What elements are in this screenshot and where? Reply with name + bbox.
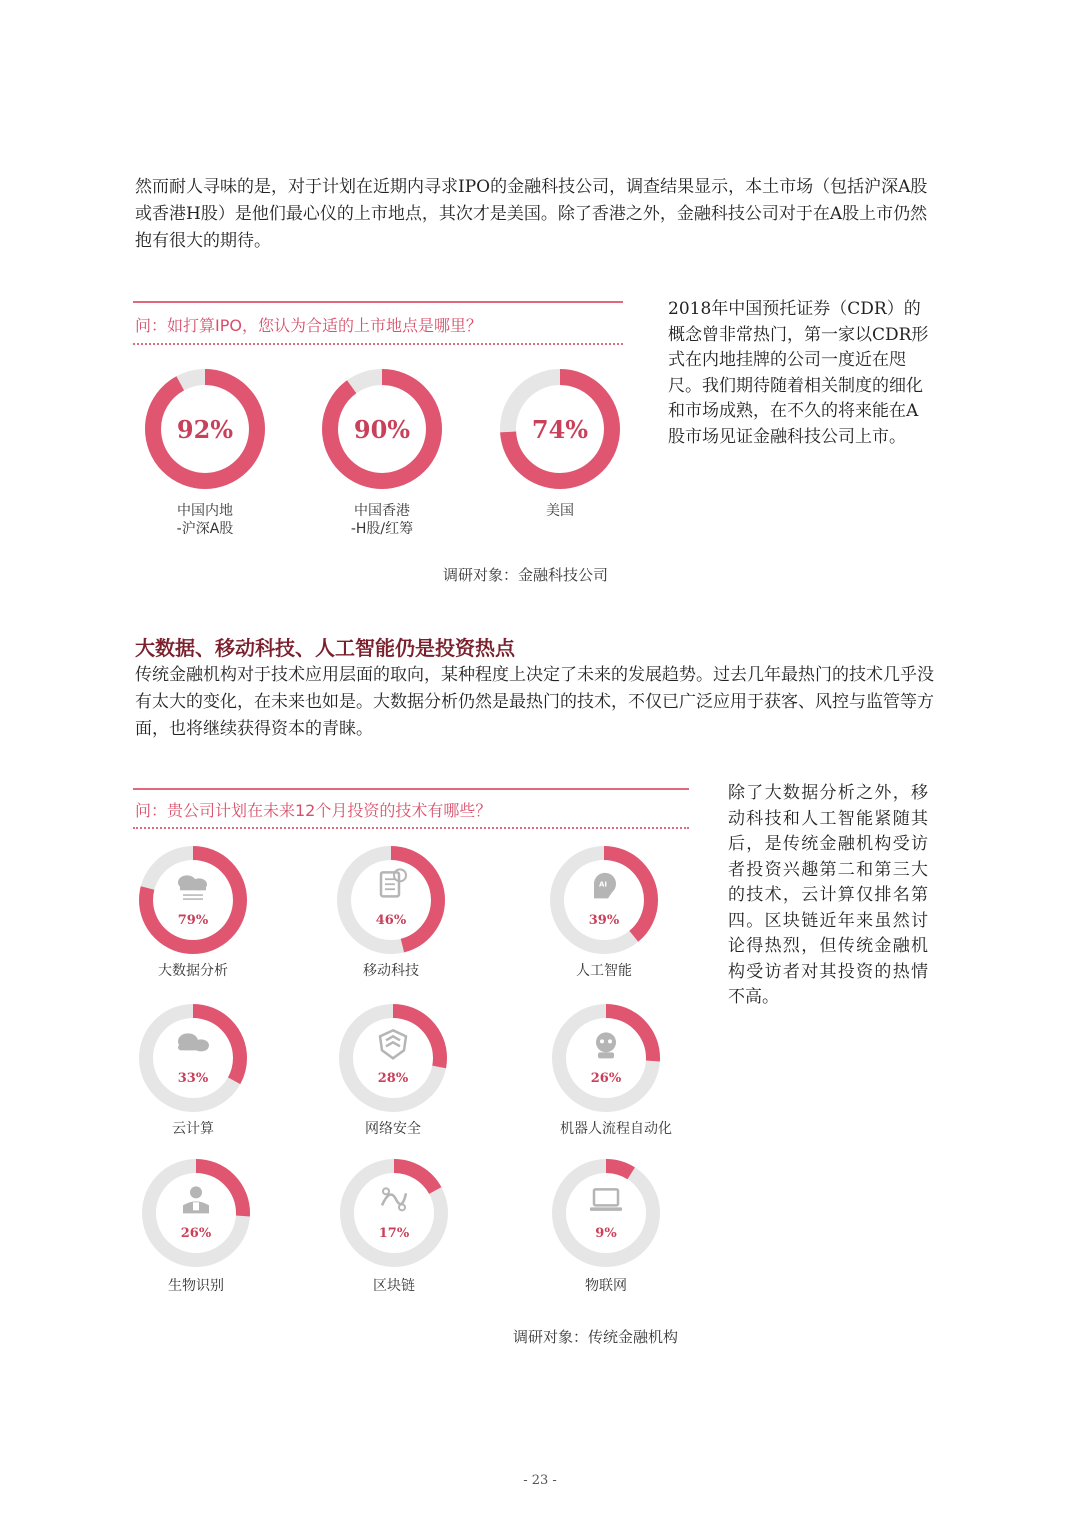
tech-donut-4 bbox=[336, 1001, 450, 1115]
question1-text: 问：如打算IPO，您认为合适的上市地点是哪里？ bbox=[135, 316, 482, 335]
tech-label-5: 机器人流程自动化 bbox=[560, 1121, 672, 1137]
tech-donut-0 bbox=[136, 843, 250, 957]
tech-donut-1 bbox=[334, 843, 448, 957]
market-donut-1 bbox=[320, 367, 444, 491]
page-number: - 23 - bbox=[523, 1473, 557, 1488]
donut-value-label: 26% bbox=[180, 1226, 212, 1241]
tech-label-7: 区块链 bbox=[373, 1278, 415, 1294]
tech-label-1: 移动科技 bbox=[363, 963, 419, 979]
intro-paragraph: 然而耐人寻味的是，对于计划在近期内寻求IPO的金融科技公司，调查结果显示，本土市场（包括沪深A股或香港H股）是他们最心仪的上市地点，其次才是美国。除了香港之外，金融科技公司对于在A股上市仍然抱有很大的期待。 bbox=[135, 177, 928, 251]
question2-bottom-rule bbox=[133, 827, 689, 829]
section-paragraph: 传统金融机构对于技术应用层面的取向，某种程度上决定了未来的发展趋势。过去几年最热门的技术几乎没有太大的变化，在未来也如是。大数据分析仍然是最热门的技术，不仅已广泛应用于获客、风控与监管等方面，也将继续获得资本的青睐。 bbox=[135, 665, 934, 739]
donut-value-label: 74% bbox=[531, 415, 589, 444]
market-label-line: 中国内地 bbox=[177, 503, 233, 519]
ai-head-icon bbox=[594, 873, 616, 898]
donut-value-label: 39% bbox=[588, 913, 620, 928]
question2-text: 问：贵公司计划在未来12个月投资的技术有哪些？ bbox=[135, 801, 492, 820]
mobile-document-icon bbox=[381, 869, 406, 896]
donut-value-label: 28% bbox=[377, 1071, 409, 1086]
donut-value-label: 9% bbox=[595, 1226, 617, 1241]
question2-source: 调研对象：传统金融机构 bbox=[513, 1328, 679, 1346]
market-donut-0 bbox=[143, 367, 267, 491]
tech-label-8: 物联网 bbox=[585, 1278, 627, 1294]
donut-value-label: 90% bbox=[353, 415, 411, 444]
tech-donut-2 bbox=[547, 843, 661, 957]
sidebar1-text: 2018年中国预托证券（CDR）的概念曾非常热门，第一家以CDR形式在内地挂牌的公司一度近在咫尺。我们期待随着相关制度的细化和市场成熟，在不久的将来能在A股市场见证金融科技公司上市。 bbox=[668, 299, 929, 447]
donut-track bbox=[559, 1166, 653, 1260]
donut-value-label: 26% bbox=[590, 1071, 622, 1086]
robot-headset-icon bbox=[596, 1032, 616, 1058]
svg-text:AI: AI bbox=[598, 880, 608, 889]
shield-icon bbox=[380, 1030, 406, 1058]
tech-donut-6 bbox=[139, 1156, 253, 1270]
donut-value-label: 46% bbox=[375, 913, 407, 928]
tech-donut-7 bbox=[337, 1156, 451, 1270]
section-heading: 大数据、移动科技、人工智能仍是投资热点 bbox=[135, 636, 515, 660]
market-label-1 bbox=[282, 502, 482, 538]
donut-value-label: 92% bbox=[176, 415, 234, 444]
question1-source: 调研对象：金融科技公司 bbox=[443, 566, 609, 584]
donut-value-label: 79% bbox=[177, 913, 209, 928]
tech-donut-8 bbox=[549, 1156, 663, 1270]
laptop-icon bbox=[590, 1189, 622, 1211]
sidebar2-text: 除了大数据分析之外，移动科技和人工智能紧随其后，是传统金融机构受访者投资兴趣第二和第三大的技术，云计算仅排名第四。区块链近年来虽然讨论得热烈，但传统金融机构受访者对其投资的热情不高。 bbox=[728, 783, 928, 1007]
tech-donut-5 bbox=[549, 1001, 663, 1115]
market-label-line: 中国香港 bbox=[354, 503, 410, 519]
question1-bottom-rule bbox=[133, 343, 623, 345]
blockchain-link-icon bbox=[382, 1188, 406, 1210]
question1-top-rule bbox=[133, 301, 623, 303]
person-badge-icon bbox=[183, 1186, 209, 1213]
market-label-line: -H股/红筹 bbox=[350, 521, 414, 537]
tech-label-2: 人工智能 bbox=[576, 963, 632, 979]
tech-donut-3 bbox=[136, 1001, 250, 1115]
donut-value-label: 33% bbox=[177, 1071, 209, 1086]
market-label-line: -沪深A股 bbox=[176, 521, 234, 537]
tech-label-3: 云计算 bbox=[172, 1121, 214, 1137]
cloud-icon bbox=[178, 1033, 209, 1051]
donut-value-label: 17% bbox=[378, 1226, 410, 1241]
question2-top-rule bbox=[133, 788, 689, 790]
cloud-data-icon bbox=[178, 875, 207, 900]
tech-label-0: 大数据分析 bbox=[158, 963, 228, 979]
tech-label-6: 生物识别 bbox=[168, 1278, 224, 1294]
market-label-0 bbox=[105, 502, 305, 538]
tech-label-4: 网络安全 bbox=[365, 1121, 421, 1137]
market-label-2 bbox=[460, 502, 660, 520]
market-donut-2 bbox=[498, 367, 622, 491]
market-label-line: 美国 bbox=[546, 503, 574, 519]
